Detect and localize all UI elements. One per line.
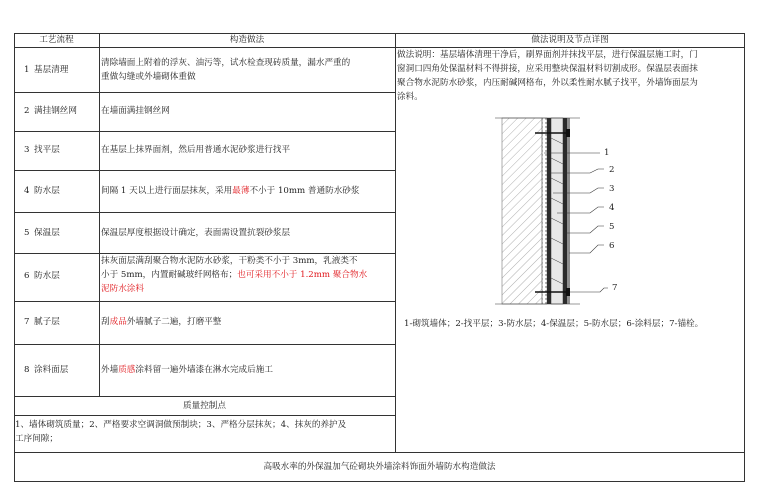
step-5-desc: 保温层厚度根据设计确定，表面需设置抗裂砂浆层: [101, 228, 291, 238]
header-method: 构造做法: [229, 35, 265, 45]
diagram-legend: 1-砌筑墙体；2-找平层；3-防水层；4-保温层；5-防水层；6-涂料层；7-锚栓。: [404, 319, 704, 329]
leveling-layer: [542, 118, 547, 304]
step-6-name: 防水层: [34, 271, 60, 281]
step-8-desc: [101, 363, 273, 377]
step-8-desc-highlight: 质感: [118, 365, 136, 375]
step-7-desc-a: 刮: [101, 317, 110, 327]
explanation-line3: 聚合物水泥防水砂浆，内压耐碱网格布，外以柔性耐水腻子找平，外墙饰面层为: [397, 78, 698, 88]
col-divider-1: [99, 33, 100, 396]
step-4-name: 防水层: [34, 186, 60, 196]
waterproof-layer-1: [547, 118, 551, 304]
explanation-line4: 涂料。: [397, 92, 423, 102]
step-6-desc-highlight: 也可采用不小于 1.2mm 聚合物水: [237, 270, 368, 280]
step-7-number: 7: [24, 317, 30, 327]
step-4-desc-highlight: 最薄: [232, 186, 250, 196]
row-rule-7: [14, 344, 395, 345]
footer-rule: [14, 452, 745, 453]
explanation-line1: 做法说明：基层墙体清理干净后，刷界面剂并抹找平层，进行保温层施工时，门: [397, 50, 698, 60]
row-rule-9: [14, 415, 395, 416]
step-7-name: 腻子层: [34, 317, 60, 327]
waterproof-layer-2: [563, 118, 567, 304]
row-rule-3: [14, 170, 395, 171]
diagram-label-3: 3: [609, 184, 615, 194]
insulation-layer: [551, 118, 563, 304]
header-process: 工艺流程: [39, 35, 74, 45]
row-rule-6: [14, 301, 395, 302]
step-4-number: 4: [24, 186, 30, 196]
row-rule-8: [14, 396, 395, 397]
step-6-number: 6: [24, 271, 30, 281]
step-8-name: 涂料面层: [34, 365, 69, 375]
explanation-line2: 窗洞口四角处保温材料不得拼接，应采用整块保温材料切割成形。保温层表面抹: [397, 64, 698, 74]
step-3-desc: 在基层上抹界面剂，然后用普通水泥砂浆进行找平: [101, 145, 291, 155]
step-2-name: 满挂钢丝网: [34, 106, 77, 116]
diagram-label-6: 6: [609, 241, 615, 251]
step-4-desc-b: 不小于 10mm 普通防水砂浆: [249, 186, 360, 196]
step-6-desc-line1: 抹灰面层满刮聚合物水泥防水砂浆，干粉类不小于 3mm，乳液类不: [101, 256, 358, 266]
step-1-number: 1: [24, 65, 30, 75]
step-6-desc-a: 小于 5mm，内置耐碱玻纤网格布；: [101, 270, 238, 280]
step-4-desc-a: 间隔 1 天以上进行面层抹灰，采用: [101, 186, 233, 196]
step-4-desc: [101, 184, 360, 198]
coating-layer: [567, 118, 570, 304]
step-8-desc-a: 外墙: [101, 365, 119, 375]
step-6-desc-line3: 泥防水涂料: [101, 284, 144, 294]
step-3-number: 3: [24, 145, 30, 155]
col-divider-2: [395, 33, 396, 452]
row-rule-4: [14, 212, 395, 213]
quality-control-line2: 工序间隙；: [15, 434, 58, 444]
step-6-desc-line2: [101, 268, 367, 282]
step-8-number: 8: [24, 365, 30, 375]
row-rule-1: [14, 92, 395, 93]
step-7-desc: [101, 315, 221, 329]
step-1-desc-line2: 重做勾缝或外墙砌体重做: [101, 72, 196, 82]
diagram-label-1: 1: [604, 148, 610, 158]
step-5-name: 保温层: [34, 228, 60, 238]
step-8-desc-b: 涂料留一遍外墙漆在淋水完成后施工: [135, 365, 273, 375]
quality-control-title: 质量控制点: [183, 401, 226, 411]
diagram-label-5: 5: [609, 222, 615, 232]
diagram-label-4: 4: [609, 203, 615, 213]
header-detail: 做法说明及节点详图: [531, 35, 609, 45]
masonry-wall: [502, 118, 542, 304]
diagram-label-2: 2: [609, 165, 615, 175]
step-7-desc-b: 外墙腻子二遍，打磨平整: [126, 317, 222, 327]
step-3-name: 找平层: [34, 145, 60, 155]
footer-title: 高吸水率的外保温加气砼砌块外墙涂料饰面外墙防水构造做法: [263, 462, 496, 472]
step-5-number: 5: [24, 228, 30, 238]
diagram-label-7: 7: [612, 283, 618, 293]
step-2-number: 2: [24, 106, 30, 116]
step-1-desc-line1: 清除墙面上附着的浮灰、油污等，试水检查现砖质量，漏水严重的: [101, 58, 351, 68]
step-7-desc-highlight: 成品: [109, 317, 127, 327]
row-rule-2: [14, 131, 395, 132]
step-1-name: 基层清理: [34, 65, 69, 75]
quality-control-line1: 1、墙体砌筑质量；2、严格要求空调洞做预制块；3、严格分层抹灰；4、抹灰的养护及: [15, 420, 347, 430]
step-2-desc: 在墙面满挂钢丝网: [101, 106, 170, 116]
